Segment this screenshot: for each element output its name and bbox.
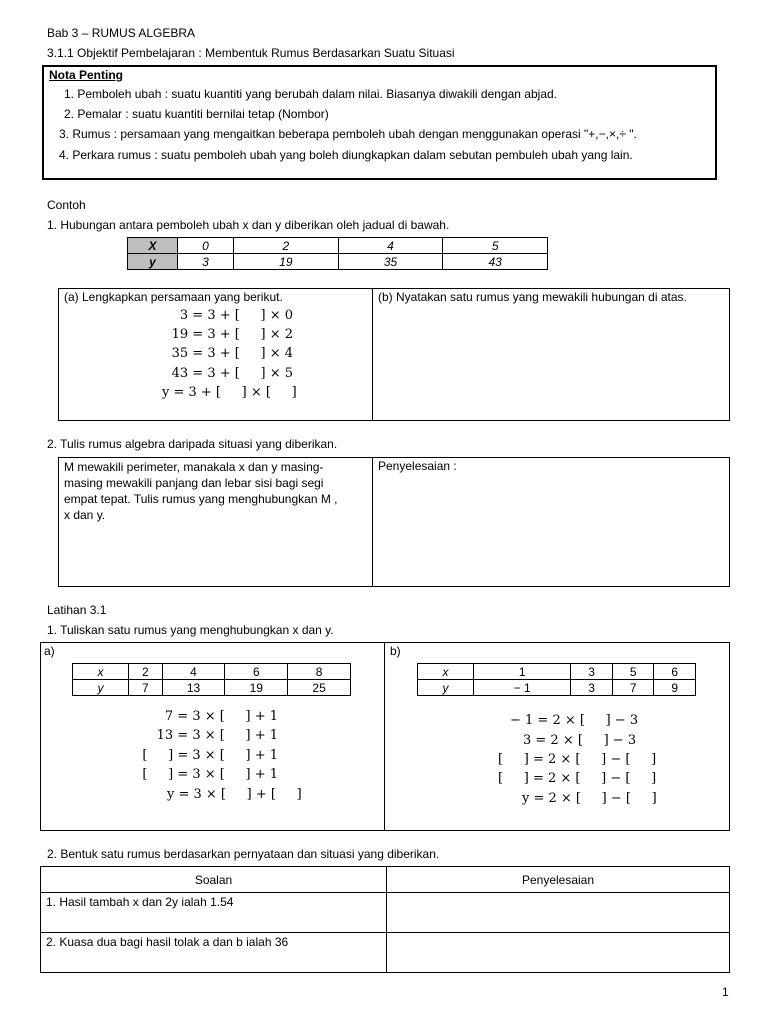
table-cell: 4 xyxy=(338,238,443,254)
equation: 3 = 2 × [ ] − 3 xyxy=(523,733,637,748)
latihan-b-table xyxy=(417,663,696,696)
contoh-question-1: 1. Hubungan antara pemboleh ubah x dan y diberikan oleh jadual di bawah. xyxy=(47,218,450,232)
equation: 7 = 3 × [ ] + 1 xyxy=(164,709,278,724)
nota-title: Nota Penting xyxy=(49,68,123,82)
latihan-question-1: 1. Tuliskan satu rumus yang menghubungkan x dan y. xyxy=(47,623,334,637)
q2-situation xyxy=(64,459,338,523)
equation: 13 = 3 × [ ] + 1 xyxy=(156,728,278,743)
y-header: y xyxy=(128,254,178,270)
table-cell: 7 xyxy=(129,680,163,696)
table-cell: 5 xyxy=(443,238,548,254)
equation: 35 = 3 + [ ] × 4 xyxy=(171,346,293,361)
question-cell: 2. Kuasa dua bagi hasil tolak a dan b ialah 36 xyxy=(41,933,387,973)
table-cell: 25 xyxy=(288,680,351,696)
column-header: Penyelesaian xyxy=(387,867,730,893)
answer-cell[interactable] xyxy=(387,893,730,933)
equation: y = 2 × [ ] − [ ] xyxy=(522,791,657,806)
table-cell: 3 xyxy=(571,664,613,680)
question-cell: 1. Hasil tambah x dan 2y ialah 1.54 xyxy=(41,893,387,933)
table-cell: 5 xyxy=(612,664,654,680)
contoh-xy-table xyxy=(127,237,548,270)
latihan-a-table xyxy=(72,663,351,696)
table-cell: 19 xyxy=(234,254,339,270)
part-a-label: a) xyxy=(44,644,55,658)
table-cell: 9 xyxy=(654,680,696,696)
table-cell: 8 xyxy=(288,664,351,680)
x-header: x xyxy=(418,664,474,680)
page-number: 1 xyxy=(722,985,729,999)
latihan-question-2: 2. Bentuk satu rumus berdasarkan pernyataan dan situasi yang diberikan. xyxy=(47,847,440,861)
nota-item: 2. Pemalar : suatu kuantiti bernilai tetap (Nombor) xyxy=(64,107,329,121)
equation: y = 3 + [ ] × [ ] xyxy=(162,385,297,400)
nota-item: 4. Perkara rumus : suatu pemboleh ubah yang boleh diungkapkan dalam sebutan pembuleh ubah yang lain. xyxy=(59,148,633,162)
table-cell: 1 xyxy=(474,664,571,680)
equation: 43 = 3 + [ ] × 5 xyxy=(171,366,293,381)
objective-title: 3.1.1 Objektif Pembelajaran : Membentuk Rumus Berdasarkan Suatu Situasi xyxy=(47,46,455,60)
x-header: x xyxy=(73,664,129,680)
table-cell: 6 xyxy=(654,664,696,680)
part-a-label: (a) Lengkapkan persamaan yang berikut. xyxy=(64,290,283,304)
contoh-ab-box xyxy=(58,288,730,421)
x-header: X xyxy=(128,238,178,254)
table-cell: 3 xyxy=(178,254,234,270)
nota-item: 3. Rumus : persamaan yang mengaitkan beberapa pemboleh ubah dengan menggunakan operasi "+,−,×,÷ ". xyxy=(59,127,637,141)
table-cell: 13 xyxy=(162,680,225,696)
table-cell: 7 xyxy=(612,680,654,696)
equation: 3 = 3 + [ ] × 0 xyxy=(179,308,293,323)
equation: [ ] = 2 × [ ] − [ ] xyxy=(498,771,657,786)
column-header: Soalan xyxy=(41,867,387,893)
chapter-title: Bab 3 – RUMUS ALGEBRA xyxy=(47,26,196,40)
y-header: y xyxy=(73,680,129,696)
q2-line: x dan y. xyxy=(64,508,106,522)
nota-penting-box xyxy=(42,65,717,180)
part-b-label: b) xyxy=(390,644,401,658)
equation: [ ] = 3 × [ ] + 1 xyxy=(142,748,278,763)
q2-line: M mewakili perimeter, manakala x dan y masing- xyxy=(64,460,324,474)
q2-line: empat tepat. Tulis rumus yang menghubungkan M , xyxy=(64,492,338,506)
latihan-heading: Latihan 3.1 xyxy=(47,603,107,617)
divider xyxy=(372,457,373,586)
table-cell: 6 xyxy=(225,664,288,680)
penyelesaian-label: Penyelesaian : xyxy=(378,459,457,473)
equation: 19 = 3 + [ ] × 2 xyxy=(171,327,293,342)
q2-line: masing mewakili panjang dan lebar sisi bagi segi xyxy=(64,476,324,490)
equation: [ ] = 2 × [ ] − [ ] xyxy=(498,752,657,767)
table-cell: 43 xyxy=(443,254,548,270)
divider xyxy=(384,642,385,830)
table-cell: 35 xyxy=(338,254,443,270)
contoh-question-2: 2. Tulis rumus algebra daripada situasi yang diberikan. xyxy=(47,437,338,451)
nota-item: 1. Pemboleh ubah : suatu kuantiti yang berubah dalam nilai. Biasanya diwakili dengan abjad. xyxy=(64,87,557,101)
equation: y = 3 × [ ] + [ ] xyxy=(167,787,302,802)
equation: − 1 = 2 × [ ] − 3 xyxy=(510,713,639,728)
table-cell: 2 xyxy=(129,664,163,680)
answer-cell[interactable] xyxy=(387,933,730,973)
equation: [ ] = 3 × [ ] + 1 xyxy=(142,767,278,782)
table-cell: 4 xyxy=(162,664,225,680)
contoh-heading: Contoh xyxy=(47,198,86,212)
table-cell: 0 xyxy=(178,238,234,254)
divider xyxy=(372,288,373,420)
part-b-label: (b) Nyatakan satu rumus yang mewakili hubungan di atas. xyxy=(378,290,687,304)
table-cell: 19 xyxy=(225,680,288,696)
y-header: y xyxy=(418,680,474,696)
table-cell: 3 xyxy=(571,680,613,696)
table-cell: 2 xyxy=(234,238,339,254)
latihan-q2-table xyxy=(40,866,730,973)
table-cell: − 1 xyxy=(474,680,571,696)
